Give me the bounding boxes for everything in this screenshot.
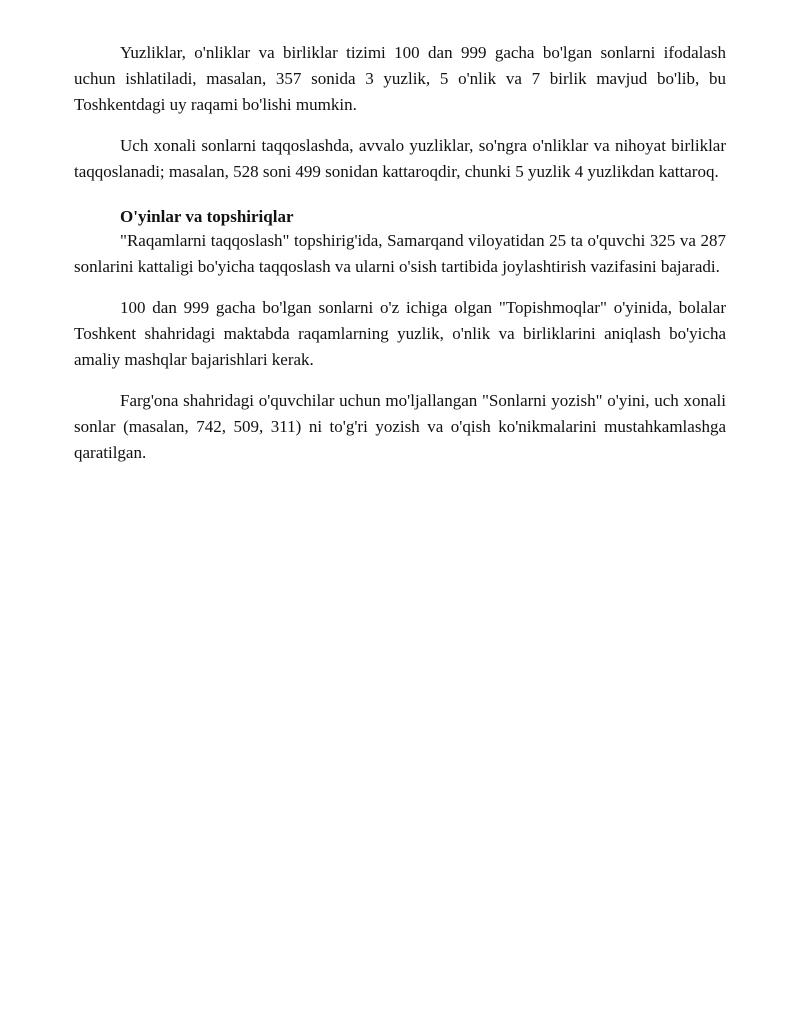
section-heading: O'yinlar va topshiriqlar	[120, 207, 294, 226]
paragraph-writing-game: Farg'ona shahridagi o'quvchilar uchun mo'ljallangan "Sonlarni yozish" o'yini, uch xonali sonlar (masalan, 742, 509, 311) ni to'g'ri yozish va o'qish ko'nikmalarini mustahkamlashga qaratilgan.	[74, 391, 726, 462]
paragraph-comparison: Uch xonali sonlarni taqqoslashda, avvalo yuzliklar, so'ngra o'nliklar va nihoyat birliklar taqqoslanadi; masalan, 528 soni 499 sonidan kattaroqdir, chunki 5 yuzlik 4 yuzlikdan kattaroq.	[74, 136, 726, 181]
paragraph-task-comparison: "Raqamlarni taqqoslash" topshirig'ida, Samarqand viloyatidan 25 ta o'quvchi 325 va 287 sonlarini kattaligi bo'yicha taqqoslash va ularni o'sish tartibida joylashtirish vazifasini bajaradi.	[74, 231, 726, 276]
paragraph-riddles-game: 100 dan 999 gacha bo'lgan sonlarni o'z ichiga olgan "Topishmoqlar" o'yinida, bolalar Toshkent shahridagi maktabda raqamlarning yuzlik, o'nlik va birliklarini aniqlash bo'yicha amaliy mashqlar bajarishlari kerak.	[74, 298, 726, 369]
paragraph-place-value: Yuzliklar, o'nliklar va birliklar tizimi 100 dan 999 gacha bo'lgan sonlarni ifodalash uchun ishlatiladi, masalan, 357 sonida 3 yuzlik, 5 o'nlik va 7 birlik mavjud bo'lib, bu Toshkentdagi uy raqami bo'lishi mumkin.	[74, 43, 726, 114]
document-page	[74, 40, 726, 466]
